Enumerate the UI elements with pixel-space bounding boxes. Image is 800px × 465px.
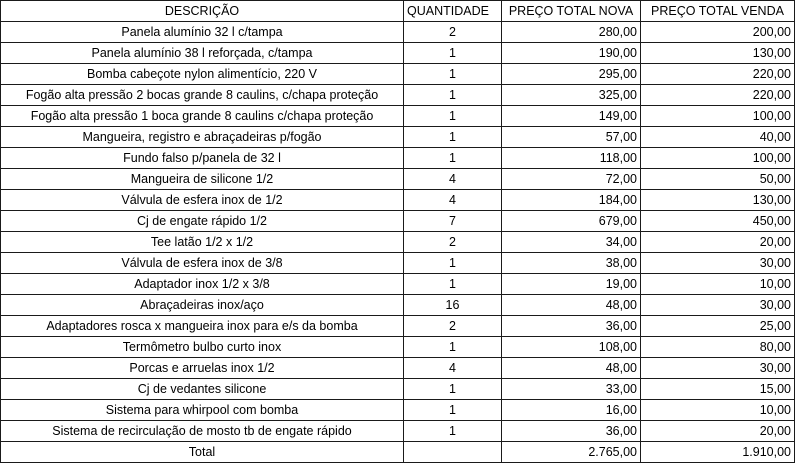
- cell-quantity[interactable]: 7: [404, 211, 502, 232]
- cell-quantity[interactable]: 1: [404, 400, 502, 421]
- cell-quantity[interactable]: 2: [404, 22, 502, 43]
- cell-description[interactable]: Mangueira de silicone 1/2: [1, 169, 404, 190]
- table-row: [1, 421, 795, 442]
- cell-quantity[interactable]: 1: [404, 379, 502, 400]
- cell-description[interactable]: Abraçadeiras inox/aço: [1, 295, 404, 316]
- cell-price-sale[interactable]: 30,00: [641, 253, 795, 274]
- cell-price-sale[interactable]: 130,00: [641, 43, 795, 64]
- cell-quantity[interactable]: 1: [404, 253, 502, 274]
- header-price-new[interactable]: PREÇO TOTAL NOVA: [502, 1, 641, 22]
- table-row: [1, 190, 795, 211]
- cell-price-new[interactable]: 280,00: [502, 22, 641, 43]
- table-row: [1, 232, 795, 253]
- cell-description[interactable]: Válvula de esfera inox de 3/8: [1, 253, 404, 274]
- cell-price-new[interactable]: 36,00: [502, 421, 641, 442]
- cell-price-new[interactable]: 33,00: [502, 379, 641, 400]
- cell-price-new[interactable]: 16,00: [502, 400, 641, 421]
- cell-quantity[interactable]: 1: [404, 274, 502, 295]
- cell-description[interactable]: Tee latão 1/2 x 1/2: [1, 232, 404, 253]
- cell-description[interactable]: Fogão alta pressão 2 bocas grande 8 caulins, c/chapa proteção: [1, 85, 404, 106]
- cell-quantity[interactable]: 1: [404, 421, 502, 442]
- cell-price-new[interactable]: 38,00: [502, 253, 641, 274]
- cell-description[interactable]: Bomba cabeçote nylon alimentício, 220 V: [1, 64, 404, 85]
- cell-price-sale[interactable]: 220,00: [641, 85, 795, 106]
- cell-price-new[interactable]: 48,00: [502, 358, 641, 379]
- cell-description[interactable]: Cj de engate rápido 1/2: [1, 211, 404, 232]
- cell-price-sale[interactable]: 80,00: [641, 337, 795, 358]
- table-row: [1, 379, 795, 400]
- total-row: [1, 442, 795, 463]
- cell-quantity[interactable]: 1: [404, 337, 502, 358]
- cell-quantity[interactable]: 1: [404, 64, 502, 85]
- cell-price-new[interactable]: 325,00: [502, 85, 641, 106]
- cell-description[interactable]: Adaptadores rosca x mangueira inox para e/s da bomba: [1, 316, 404, 337]
- table-row: [1, 22, 795, 43]
- cell-price-new[interactable]: 190,00: [502, 43, 641, 64]
- cell-quantity[interactable]: 2: [404, 316, 502, 337]
- cell-description[interactable]: Panela alumínio 38 l reforçada, c/tampa: [1, 43, 404, 64]
- cell-quantity[interactable]: 16: [404, 295, 502, 316]
- cell-description[interactable]: Válvula de esfera inox de 1/2: [1, 190, 404, 211]
- table-row: [1, 274, 795, 295]
- cell-price-new[interactable]: 57,00: [502, 127, 641, 148]
- cell-price-sale[interactable]: 20,00: [641, 421, 795, 442]
- total-price-sale[interactable]: 1.910,00: [641, 442, 795, 463]
- cell-price-new[interactable]: 72,00: [502, 169, 641, 190]
- cell-description[interactable]: Adaptador inox 1/2 x 3/8: [1, 274, 404, 295]
- cell-price-sale[interactable]: 100,00: [641, 106, 795, 127]
- cell-price-sale[interactable]: 10,00: [641, 274, 795, 295]
- cell-quantity[interactable]: 2: [404, 232, 502, 253]
- table-row: [1, 253, 795, 274]
- total-qty-cell[interactable]: [404, 442, 502, 463]
- cell-quantity[interactable]: 1: [404, 148, 502, 169]
- cell-quantity[interactable]: 1: [404, 127, 502, 148]
- cell-price-new[interactable]: 118,00: [502, 148, 641, 169]
- table-row: [1, 106, 795, 127]
- table-row: [1, 64, 795, 85]
- cell-description[interactable]: Sistema de recirculação de mosto tb de engate rápido: [1, 421, 404, 442]
- table-row: [1, 127, 795, 148]
- cell-price-new[interactable]: 679,00: [502, 211, 641, 232]
- header-quantity[interactable]: QUANTIDADE: [404, 1, 502, 22]
- cell-description[interactable]: Fogão alta pressão 1 boca grande 8 caulins c/chapa proteção: [1, 106, 404, 127]
- table-body: [1, 22, 795, 442]
- cell-quantity[interactable]: 1: [404, 43, 502, 64]
- cell-price-sale[interactable]: 30,00: [641, 295, 795, 316]
- total-price-new[interactable]: 2.765,00: [502, 442, 641, 463]
- cell-price-sale[interactable]: 100,00: [641, 148, 795, 169]
- cell-description[interactable]: Termômetro bulbo curto inox: [1, 337, 404, 358]
- header-description[interactable]: DESCRIÇÃO: [1, 1, 404, 22]
- table-row: [1, 169, 795, 190]
- cell-price-sale[interactable]: 200,00: [641, 22, 795, 43]
- cell-description[interactable]: Sistema para whirpool com bomba: [1, 400, 404, 421]
- table-row: [1, 148, 795, 169]
- cell-description[interactable]: Porcas e arruelas inox 1/2: [1, 358, 404, 379]
- cell-quantity[interactable]: 4: [404, 190, 502, 211]
- cell-price-new[interactable]: 34,00: [502, 232, 641, 253]
- cell-price-new[interactable]: 108,00: [502, 337, 641, 358]
- total-label[interactable]: Total: [1, 442, 404, 463]
- cell-description[interactable]: Fundo falso p/panela de 32 l: [1, 148, 404, 169]
- table-row: [1, 358, 795, 379]
- cell-price-new[interactable]: 149,00: [502, 106, 641, 127]
- cell-quantity[interactable]: 4: [404, 169, 502, 190]
- cell-price-sale[interactable]: 130,00: [641, 190, 795, 211]
- cell-quantity[interactable]: 4: [404, 358, 502, 379]
- table-row: [1, 43, 795, 64]
- cell-price-new[interactable]: 36,00: [502, 316, 641, 337]
- table-row: [1, 337, 795, 358]
- header-price-sale[interactable]: PREÇO TOTAL VENDA: [641, 1, 795, 22]
- cell-price-sale[interactable]: 40,00: [641, 127, 795, 148]
- header-row: [1, 1, 795, 22]
- cell-price-sale[interactable]: 15,00: [641, 379, 795, 400]
- table-row: [1, 211, 795, 232]
- cell-price-sale[interactable]: 220,00: [641, 64, 795, 85]
- table-row: [1, 316, 795, 337]
- cell-description[interactable]: Mangueira, registro e abraçadeiras p/fogão: [1, 127, 404, 148]
- cell-quantity[interactable]: 1: [404, 106, 502, 127]
- cell-price-new[interactable]: 295,00: [502, 64, 641, 85]
- cell-price-sale[interactable]: 20,00: [641, 232, 795, 253]
- cell-description[interactable]: Panela alumínio 32 l c/tampa: [1, 22, 404, 43]
- cell-price-sale[interactable]: 450,00: [641, 211, 795, 232]
- cell-price-sale[interactable]: 25,00: [641, 316, 795, 337]
- table-row: [1, 400, 795, 421]
- cell-price-sale[interactable]: 10,00: [641, 400, 795, 421]
- cell-price-sale[interactable]: 50,00: [641, 169, 795, 190]
- table-row: [1, 85, 795, 106]
- cell-price-sale[interactable]: 30,00: [641, 358, 795, 379]
- cell-price-new[interactable]: 48,00: [502, 295, 641, 316]
- cell-price-new[interactable]: 184,00: [502, 190, 641, 211]
- cell-quantity[interactable]: 1: [404, 85, 502, 106]
- cell-description[interactable]: Cj de vedantes silicone: [1, 379, 404, 400]
- cell-price-new[interactable]: 19,00: [502, 274, 641, 295]
- table-row: [1, 295, 795, 316]
